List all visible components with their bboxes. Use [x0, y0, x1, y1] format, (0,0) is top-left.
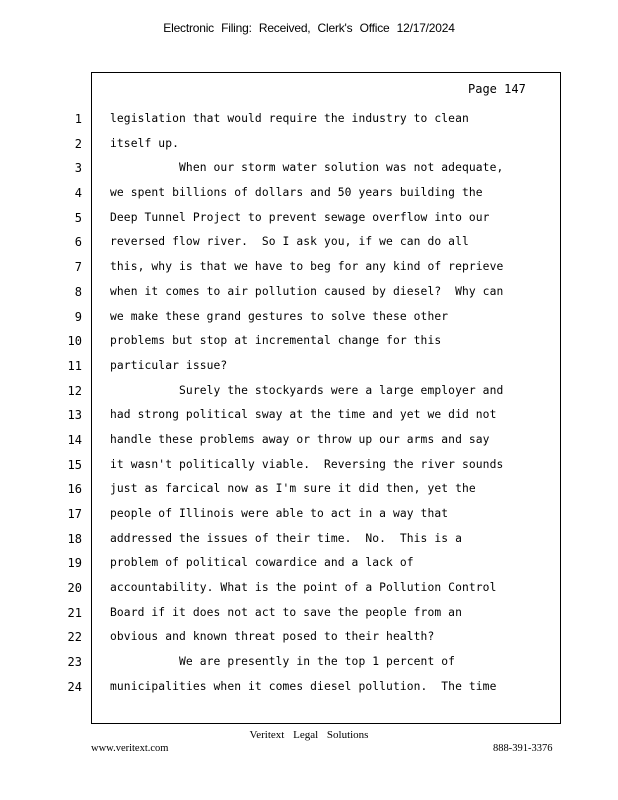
transcript-line — [0, 554, 618, 579]
line-number: 23 — [67, 655, 82, 670]
transcript-line — [0, 456, 618, 481]
line-text: handle these problems away or throw up our arms and say — [110, 432, 490, 446]
transcript-line — [0, 653, 618, 678]
line-text: legislation that would require the industry to clean — [110, 112, 469, 125]
line-number: 1 — [74, 112, 82, 126]
line-text: reversed flow river. So I ask you, if we can do all — [110, 235, 469, 249]
footer-phone: 888-391-3376 — [493, 743, 553, 754]
line-number: 9 — [74, 309, 82, 324]
footer-website: www.veritext.com — [91, 743, 169, 754]
line-text: people of Illinois were able to act in a way that — [110, 507, 449, 520]
transcript-line — [0, 431, 618, 456]
line-number: 5 — [74, 210, 82, 225]
page-number: Page 147 — [468, 82, 526, 96]
transcript-line — [0, 159, 618, 184]
transcript-line — [0, 530, 618, 555]
line-number: 6 — [74, 235, 82, 250]
line-number: 2 — [74, 136, 82, 151]
line-text: addressed the issues of their time. No. This is a — [110, 531, 462, 545]
line-text: we make these grand gestures to solve these other — [110, 309, 449, 323]
line-text: problem of political cowardice and a lack of — [110, 556, 414, 570]
transcript-line — [0, 258, 618, 283]
transcript-line — [0, 332, 618, 357]
line-number: 15 — [67, 457, 82, 472]
line-text: accountability. What is the point of a Pollution Control — [110, 581, 497, 595]
transcript-line — [0, 505, 618, 530]
line-number: 8 — [74, 284, 82, 299]
transcript-lines — [0, 110, 618, 703]
line-number: 3 — [74, 161, 82, 176]
line-number: 24 — [67, 679, 82, 694]
line-number: 13 — [67, 408, 82, 423]
line-number: 4 — [74, 186, 82, 201]
line-number: 20 — [67, 581, 82, 596]
line-text: we spent billions of dollars and 50 years building the — [110, 186, 483, 200]
line-number: 22 — [67, 630, 82, 645]
transcript-line — [0, 678, 618, 703]
transcript-line — [0, 110, 618, 135]
line-text: problems but stop at incremental change for this — [110, 334, 442, 348]
transcript-line — [0, 233, 618, 258]
line-number: 7 — [74, 260, 82, 275]
line-text: itself up. — [110, 136, 180, 150]
line-text: this, why is that we have to beg for any kind of reprieve — [110, 260, 504, 274]
line-text: just as farcical now as I'm sure it did then, yet the — [110, 482, 476, 496]
line-number: 16 — [67, 482, 82, 497]
line-number: 18 — [67, 531, 82, 546]
line-number: 21 — [67, 605, 82, 620]
transcript-line — [0, 628, 618, 653]
transcript-line — [0, 357, 618, 382]
footer-company: Veritext Legal Solutions — [249, 729, 369, 741]
line-number: 17 — [67, 507, 82, 521]
transcript-line — [0, 308, 618, 333]
line-text: We are presently in the top 1 percent of — [110, 655, 456, 669]
line-text: had strong political sway at the time and yet we did not — [110, 408, 497, 422]
transcript-line — [0, 480, 618, 505]
line-number: 12 — [67, 383, 82, 398]
filing-stamp: Electronic Filing: Received, Clerk's Office 12/17/2024 — [163, 21, 455, 35]
transcript-line — [0, 209, 618, 234]
line-text: obvious and known threat posed to their health? — [110, 630, 435, 644]
line-number: 14 — [67, 432, 82, 447]
line-text: when it comes to air pollution caused by diesel? Why can — [110, 284, 504, 298]
transcript-line — [0, 382, 618, 407]
transcript-line — [0, 604, 618, 629]
line-text: it wasn't politically viable. Reversing the river sounds — [110, 457, 504, 471]
transcript-line — [0, 579, 618, 604]
line-text: municipalities when it comes diesel pollution. The time — [110, 679, 497, 693]
line-text: When our storm water solution was not adequate, — [110, 161, 504, 175]
line-text: Board if it does not act to save the people from an — [110, 605, 462, 619]
transcript-line — [0, 184, 618, 209]
line-number: 11 — [67, 358, 82, 373]
line-text: particular issue? — [110, 358, 228, 372]
line-number: 10 — [67, 334, 82, 349]
line-text: Surely the stockyards were a large employer and — [110, 383, 504, 397]
transcript-line — [0, 406, 618, 431]
line-number: 19 — [67, 556, 82, 571]
transcript-line — [0, 283, 618, 308]
transcript-line — [0, 135, 618, 160]
line-text: Deep Tunnel Project to prevent sewage overflow into our — [110, 210, 490, 224]
